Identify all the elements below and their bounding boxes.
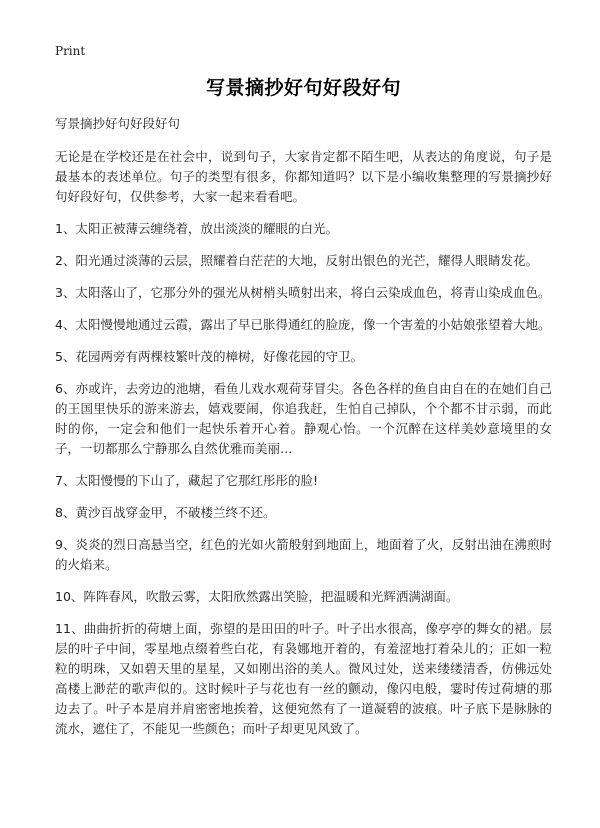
document-subtitle: 写景摘抄好句好段好句 (55, 116, 181, 131)
sentence-item-9: 9、炎炎的烈日高悬当空，红色的光如火箭般射到地面上，地面着了火，反射出油在沸煎时的火焰来。 (55, 537, 552, 572)
sentence-item-4: 4、太阳慢慢地通过云霞，露出了早已胀得通红的脸庞，像一个害羞的小姑娘张望着大地。 (55, 317, 551, 332)
sentence-item-6: 6、亦或许，去旁边的池塘，看鱼儿戏水观荷芽冒尖。各色各样的鱼自由自在的在她们自己的王国里快乐的游来游去，嬉戏要闹，你追我赶，生怕自己掉队，个个都不甘示弱，而此时的你，一定会和他们一起快乐着开心着。静观心怡。一个沉醉在这样美妙意境里的女子，一切都那么宁静那么自然优雅而美丽… (55, 381, 552, 456)
article-body (55, 147, 552, 739)
intro-paragraph: 无论是在学校还是在社会中，说到句子，大家肯定都不陌生吧，从表达的角度说，句子是最基本的表述单位。句子的类型有很多，你都知道吗？以下是小编收集整理的写景摘抄好句好段好句，仅供参考，大家一起来看看吧。 (55, 149, 552, 204)
sentence-item-11: 11、曲曲折折的荷塘上面，弥望的是田田的叶子。叶子出水很高，像亭亭的舞女的裙。层层的叶子中间，零星地点缀着些白花，有袅娜地开着的，有羞涩地打着朵儿的；正如一粒粒的明珠，又如碧天里的星星，又如刚出浴的美人。微风过处，送来缕缕清香，仿佛远处高楼上渺茫的歌声似的。这时候叶子与花也有一丝的颤动，像闪电般，霎时传过荷塘的那边去了。叶子本是肩并肩密密地挨着，这便宛然有了一道凝碧的波痕。叶子底下是脉脉的流水，遮住了，不能见一些颜色；而叶子却更见风致了。 (55, 621, 552, 736)
sentence-item-10: 10、阵阵春风，吹散云雾，太阳欣然露出笑脸，把温暖和光辉洒满湖面。 (55, 589, 459, 604)
sentence-item-7: 7、太阳慢慢的下山了，藏起了它那红彤彤的脸! (55, 473, 318, 488)
print-link[interactable]: Print (55, 44, 86, 58)
sentence-item-1: 1、太阳正被薄云缠绕着，放出淡淡的耀眼的白光。 (55, 221, 338, 236)
page-title: 写景摘抄好句好段好句 (205, 77, 401, 99)
sentence-item-2: 2、阳光通过淡薄的云层，照耀着白茫茫的大地，反射出银色的光芒，耀得人眼睛发花。 (55, 253, 538, 268)
sentence-item-5: 5、花园两旁有两棵枝繁叶茂的樟树，好像花园的守卫。 (55, 349, 363, 364)
sentence-item-8: 8、黄沙百战穿金甲，不破楼兰终不还。 (55, 505, 276, 520)
sentence-item-3: 3、太阳落山了，它那分外的强光从树梢头喷射出来，将白云染成血色，将青山染成血色。 (55, 285, 551, 300)
